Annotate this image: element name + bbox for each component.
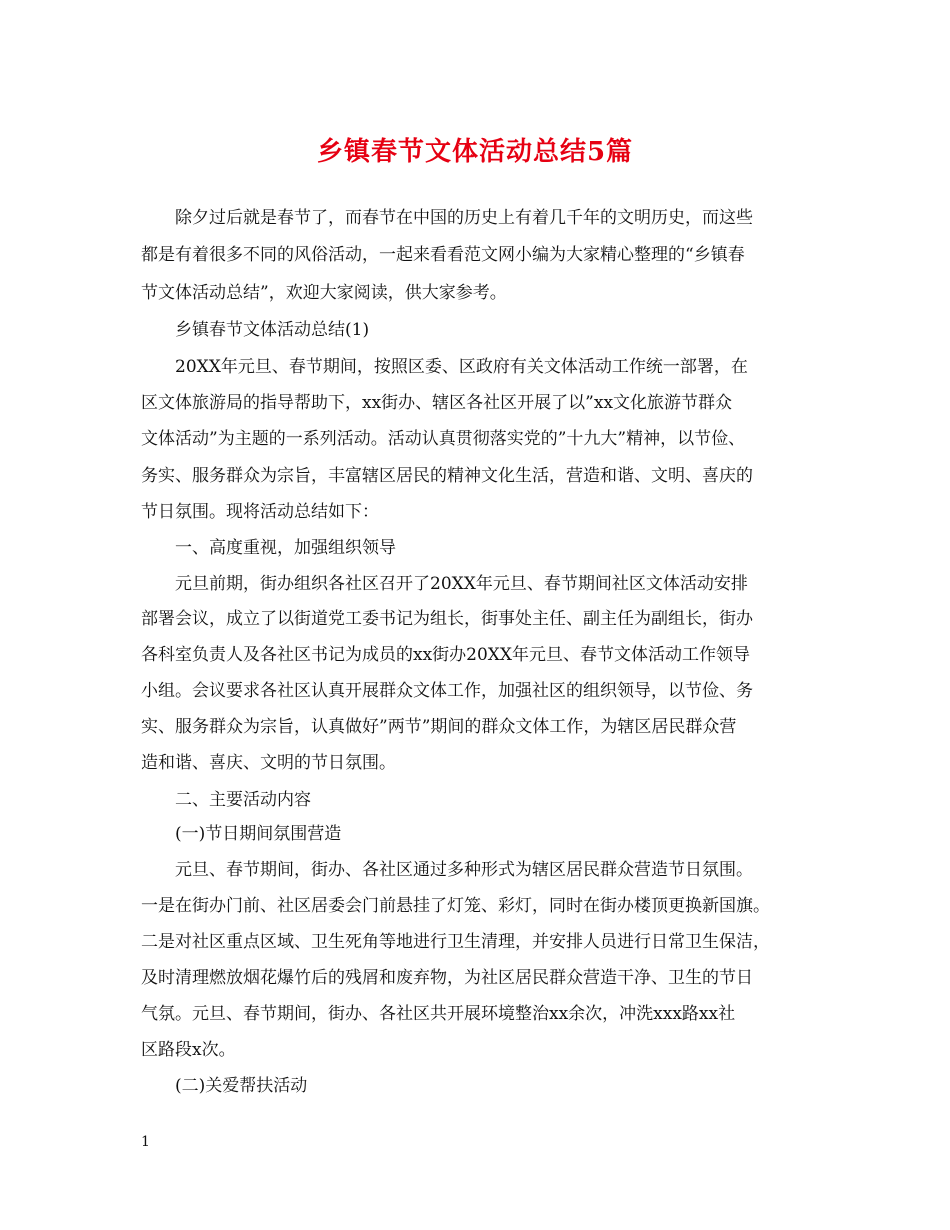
paragraph-line: 元旦、春节期间，街办、各社区通过多种形式为辖区居民群众营造节日氛围。 — [175, 860, 753, 880]
paragraph-line: 除夕过后就是春节了，而春节在中国的历史上有着几千年的文明历史，而这些 — [175, 208, 753, 228]
paragraph-line: 各科室负责人及各社区书记为成员的xx街办20XX年元旦、春节文体活动工作领导 — [141, 645, 751, 665]
paragraph-line: 区路段x次。 — [141, 1040, 236, 1060]
document-title: 乡镇春节文体活动总结5篇 — [316, 137, 634, 167]
paragraph-line: 文体活动”为主题的一系列活动。活动认真贯彻落实党的”十九大”精神，以节俭、 — [141, 429, 746, 449]
page-number: 1 — [141, 1134, 150, 1150]
paragraph-line: 二是对社区重点区域、卫生死角等地进行卫生清理，并安排人员进行日常卫生保洁， — [141, 932, 770, 952]
paragraph-line: 都是有着很多不同的风俗活动，一起来看看范文网小编为大家精心整理的“乡镇春 — [141, 245, 745, 265]
paragraph-line: 务实、服务群众为宗旨，丰富辖区居民的精神文化生活，营造和谐、文明、喜庆的 — [141, 466, 753, 486]
paragraph-line: 20XX年元旦、春节期间，按照区委、区政府有关文体活动工作统一部署，在 — [175, 357, 748, 377]
paragraph-line: 元旦前期，街办组织各社区召开了20XX年元旦、春节期间社区文体活动安排 — [175, 574, 748, 594]
paragraph-line: 造和谐、喜庆、文明的节日氛围。 — [141, 753, 396, 773]
paragraph-line: 一是在街办门前、社区居委会门前悬挂了灯笼、彩灯，同时在街办楼顶更换新国旗。 — [141, 896, 770, 916]
paragraph-line: 及时清理燃放烟花爆竹后的残屑和废弃物，为社区居民群众营造干净、卫生的节日 — [141, 968, 753, 988]
subsection-heading: (二)关爱帮扶活动 — [175, 1076, 308, 1096]
paragraph-line: 实、服务群众为宗旨，认真做好”两节”期间的群众文体工作，为辖区居民群众营 — [141, 717, 737, 737]
paragraph-line: 区文体旅游局的指导帮助下，xx街办、辖区各社区开展了以”xx文化旅游节群众 — [141, 393, 733, 413]
section-heading: 一、高度重视，加强组织领导 — [175, 538, 396, 558]
section-heading: 二、主要活动内容 — [175, 790, 311, 810]
paragraph-line: 节文体活动总结”，欢迎大家阅读，供大家参考。 — [141, 283, 507, 303]
paragraph-line: 部署会议，成立了以街道党工委书记为组长，街事处主任、副主任为副组长，街办 — [141, 609, 753, 629]
section-heading: 乡镇春节文体活动总结(1) — [175, 320, 370, 340]
paragraph-line: 小组。会议要求各社区认真开展群众文体工作，加强社区的组织领导，以节俭、务 — [141, 681, 753, 701]
paragraph-line: 气氛。元旦、春节期间，街办、各社区共开展环境整治xx余次，冲洗xxx路xx社 — [141, 1004, 736, 1024]
paragraph-line: 节日氛围。现将活动总结如下： — [141, 502, 379, 522]
subsection-heading: (一)节日期间氛围营造 — [175, 824, 342, 844]
